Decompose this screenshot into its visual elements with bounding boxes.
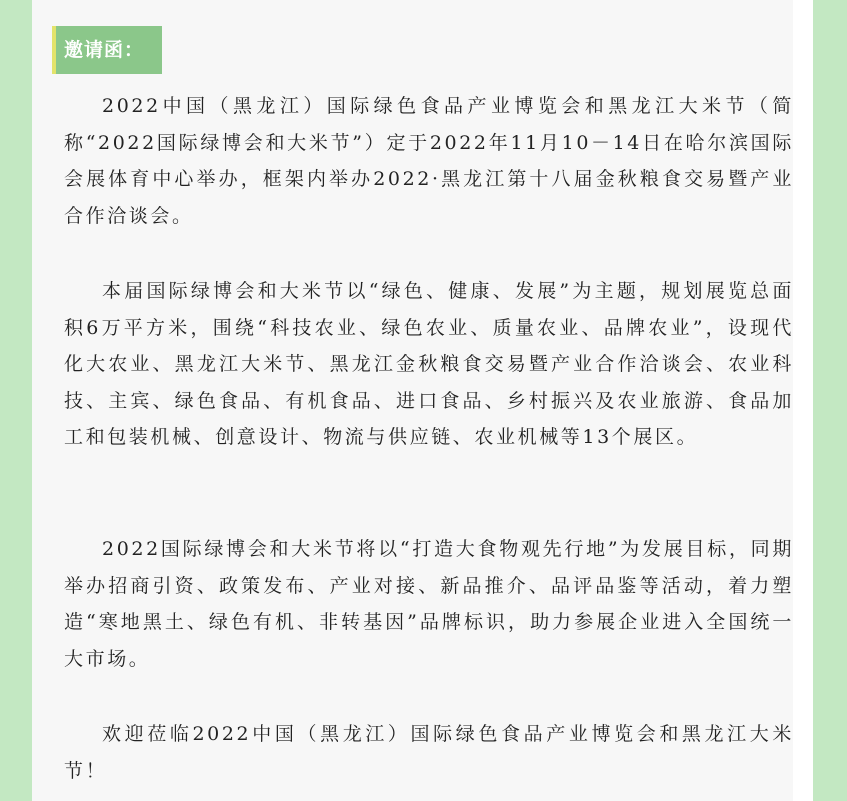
invitation-heading: 邀请函： (52, 26, 162, 74)
paragraph-intro: 2022中国（黑龙江）国际绿色食品产业博览会和黑龙江大米节（简称“2022国际绿博会和大米节”）定于2022年11月10－14日在哈尔滨国际会展体育中心举办，框架内举办2022·黑龙江第十八届金秋粮食交易暨产业合作洽谈会。 (64, 95, 794, 227)
paragraph-welcome: 欢迎莅临2022中国（黑龙江）国际绿色食品产业博览会和黑龙江大米节！ (64, 723, 794, 782)
paragraph-goals: 2022国际绿博会和大米节将以“打造大食物观先行地”为发展目标，同期举办招商引资、政策发布、产业对接、新品推介、品评品鉴等活动，着力塑造“寒地黑土、绿色有机、非转基因”品牌标识，助力参展企业进入全国统一大市场。 (64, 538, 794, 670)
paragraph-theme: 本届国际绿博会和大米节以“绿色、健康、发展”为主题，规划展览总面积6万平方米，围绕“科技农业、绿色农业、质量农业、品牌农业”，设现代化大农业、黑龙江大米节、黑龙江金秋粮食交易暨产业合作洽谈会、农业科技、主宾、绿色食品、有机食品、进口食品、乡村振兴及农业旅游、食品加工和包装机械、创意设计、物流与供应链、农业机械等13个展区。 (64, 280, 794, 448)
